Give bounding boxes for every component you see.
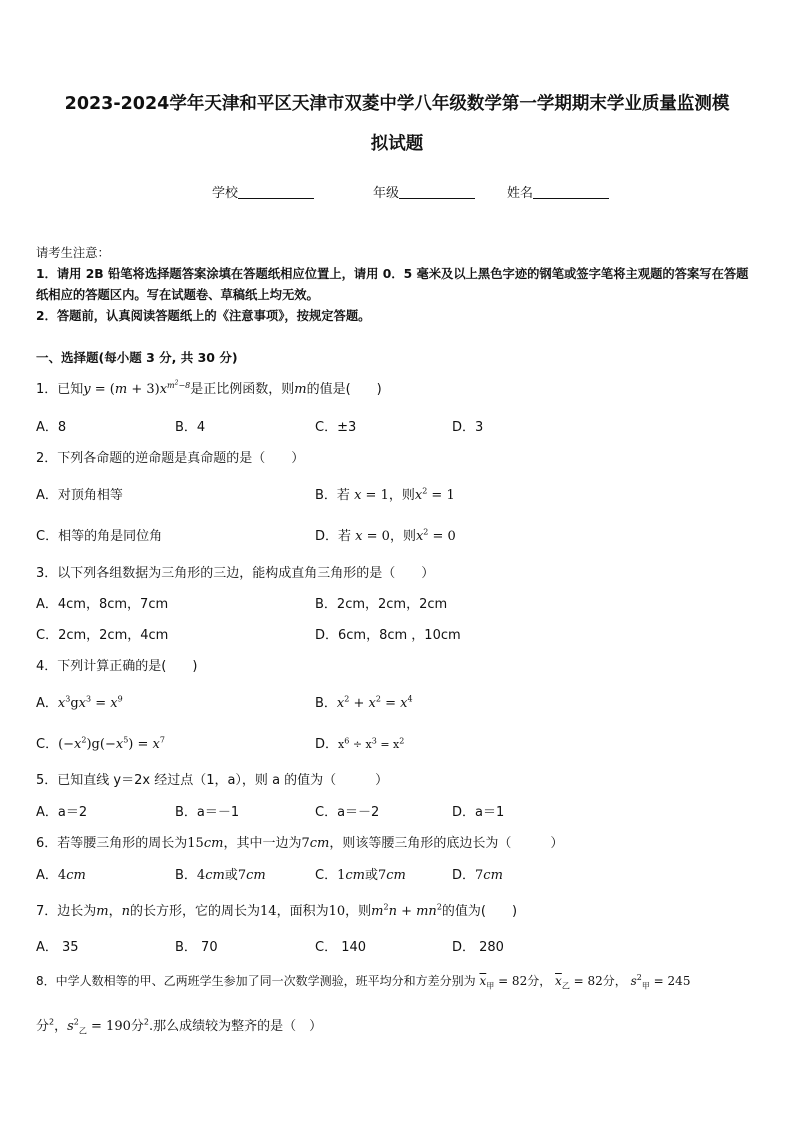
- q2-option-c: C．相等的角是同位角: [36, 529, 163, 544]
- q7-option-b: B． 70: [175, 940, 218, 955]
- q3-option-c: C．2cm，2cm，4cm: [36, 628, 169, 643]
- question-8-line1: 8．中学人数相等的甲、乙两班学生参加了同一次数学测验，班平均分和方差分别为 $\overline{x}_甲 = 82$分， $\overline{x}_乙 = 82$分， $s^2_甲 = 245$: [36, 973, 691, 991]
- notes-block: [36, 243, 760, 327]
- q2-option-a: A．对顶角相等: [36, 488, 123, 503]
- q6-option-b: B．4cm或7cm: [175, 868, 266, 883]
- q4-option-d: D．$x^6 \div x^3 = x^2$: [315, 736, 405, 752]
- question-4: 4．下列计算正确的是( ): [36, 659, 198, 674]
- q1-option-b: B．4: [175, 420, 206, 435]
- q1-option-d: D．3: [452, 420, 484, 435]
- exam-title-line1: 2023-2024学年天津和平区天津市双菱中学八年级数学第一学期期末学业质量监测模: [64, 94, 730, 114]
- question-2: 2．下列各命题的逆命题是真命题的是（ ）: [36, 451, 305, 466]
- q1-option-a: A．8: [36, 420, 67, 435]
- q7-option-d: D． 280: [452, 940, 504, 955]
- q5-option-d: D．a＝1: [452, 805, 505, 820]
- name-field: 姓名: [507, 182, 609, 201]
- q6-option-c: C．1cm或7cm: [315, 868, 406, 883]
- q3-option-b: B．2cm，2cm，2cm: [315, 597, 448, 612]
- q2-option-d: D．若 x = 0，则$x^2 = 0$: [315, 527, 456, 544]
- section-heading: 一、选择题(每小题 3 分, 共 30 分): [36, 350, 238, 365]
- q6-option-a: A．4cm: [36, 868, 86, 883]
- question-5: 5．已知直线 y＝2x 经过点（1，a），则 a 的值为（ ）: [36, 773, 389, 788]
- q4-option-a: A．$x^3gx^3 = x^9$: [36, 694, 123, 711]
- notes-item-2: 2．答题前，认真阅读答题纸上的《注意事项》，按规定答题。: [36, 309, 371, 323]
- q2-option-b: B．若 x = 1，则$x^2 = 1$: [315, 486, 455, 503]
- question-3: 3．以下列各组数据为三角形的三边，能构成直角三角形的是（ ）: [36, 566, 435, 581]
- question-7: 7．边长为m，n的长方形，它的周长为14，面积为10，则$m^2n + mn^2$的值为( ): [36, 902, 518, 919]
- grade-field: 年级: [373, 182, 475, 201]
- q5-option-c: C．a＝－2: [315, 805, 380, 820]
- q7-option-c: C． 140: [315, 940, 367, 955]
- q4-option-b: B．$x^2 + x^2 = x^4$: [315, 694, 413, 711]
- q6-option-d: D．7cm: [452, 868, 503, 883]
- school-field: 学校: [212, 182, 314, 201]
- q4-option-c: C．$(-x^2)g(-x^5) = x^7$: [36, 735, 165, 752]
- question-1: 1．已知$y = (m + 3)x^{m^2-8}$是正比例函数，则m的值是( ): [36, 379, 382, 397]
- question-6: 6．若等腰三角形的周长为15cm，其中一边为7cm，则该等腰三角形的底边长为（ ）: [36, 836, 564, 851]
- notes-item-1: 1．请用 2B 铅笔将选择题答案涂填在答题纸相应位置上，请用 0．5 毫米及以上黑色字迹的钢笔或签字笔将主观题的答案写在答题纸相应的答题区内。写在试题卷、草稿纸上均无效。: [36, 267, 749, 302]
- q1-formula: y: [83, 382, 91, 397]
- q7-option-a: A． 35: [36, 940, 79, 955]
- q3-option-d: D．6cm，8cm ，10cm: [315, 628, 461, 643]
- question-8-line2: 分$^2$，$s^2_乙 = 190$分$^2$.那么成绩较为整齐的是（ ）: [36, 1017, 323, 1036]
- q5-option-b: B．a＝－1: [175, 805, 240, 820]
- q3-option-a: A．4cm，8cm，7cm: [36, 597, 169, 612]
- q1-option-c: C．±3: [315, 420, 357, 435]
- notes-heading: 请考生注意：: [36, 246, 110, 260]
- q5-option-a: A．a＝2: [36, 805, 88, 820]
- exam-title-line2: 拟试题: [370, 134, 424, 154]
